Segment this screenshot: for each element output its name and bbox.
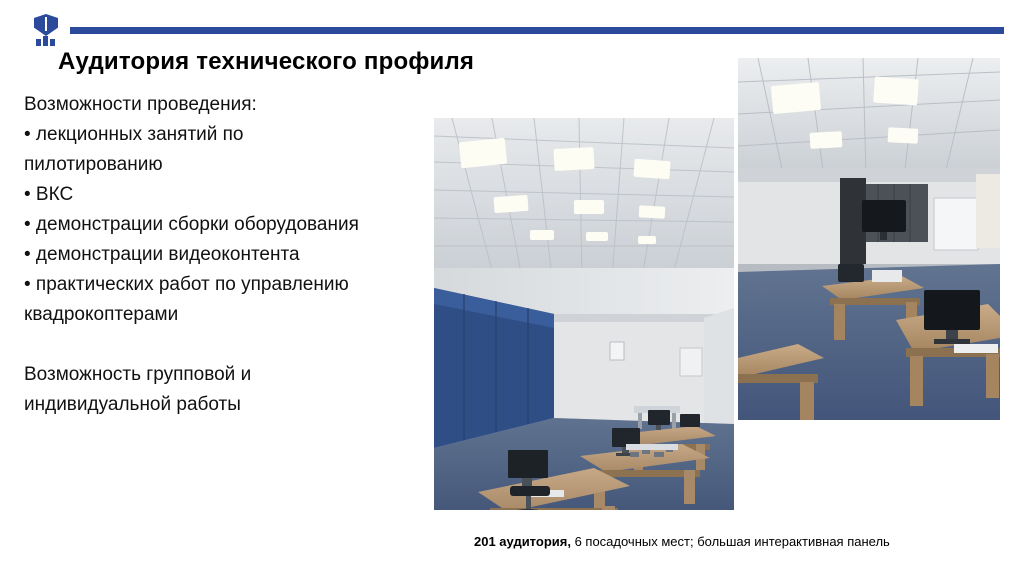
page-title: Аудитория технического профиля	[58, 48, 475, 75]
classroom-panel-view-photo	[738, 58, 1000, 420]
classroom-wide-view-illustration	[434, 118, 734, 510]
body-line: • лекционных занятий по	[24, 124, 244, 145]
classroom-wide-view-photo	[434, 118, 734, 510]
logo-bar-center	[43, 36, 48, 46]
photo-caption	[474, 534, 1014, 549]
body-line: • демонстрации видеоконтента	[24, 244, 300, 265]
body-spacer	[24, 330, 424, 360]
classroom-panel-view-illustration	[738, 58, 1000, 420]
body-line: • практических работ по управлению	[24, 274, 349, 295]
body-line: • ВКС	[24, 184, 74, 205]
body-text-block	[24, 90, 424, 420]
logo-bar-right	[50, 39, 55, 46]
body-line: индивидуальной работы	[24, 394, 241, 415]
body-line: Возможности проведения:	[24, 94, 257, 115]
body-line: • демонстрации сборки оборудования	[24, 214, 359, 235]
caption-room: 201 аудитория,	[474, 534, 571, 549]
body-line: Возможность групповой и	[24, 364, 252, 385]
caption-details: 6 посадочных мест; большая интерактивная панель	[570, 534, 890, 549]
body-line: пилотированию	[24, 154, 163, 175]
header-accent-bar	[70, 27, 1004, 34]
body-line: квадрокоптерами	[24, 304, 179, 325]
shield-icon	[34, 14, 58, 36]
university-logo	[28, 12, 64, 48]
logo-bar-left	[36, 39, 41, 46]
